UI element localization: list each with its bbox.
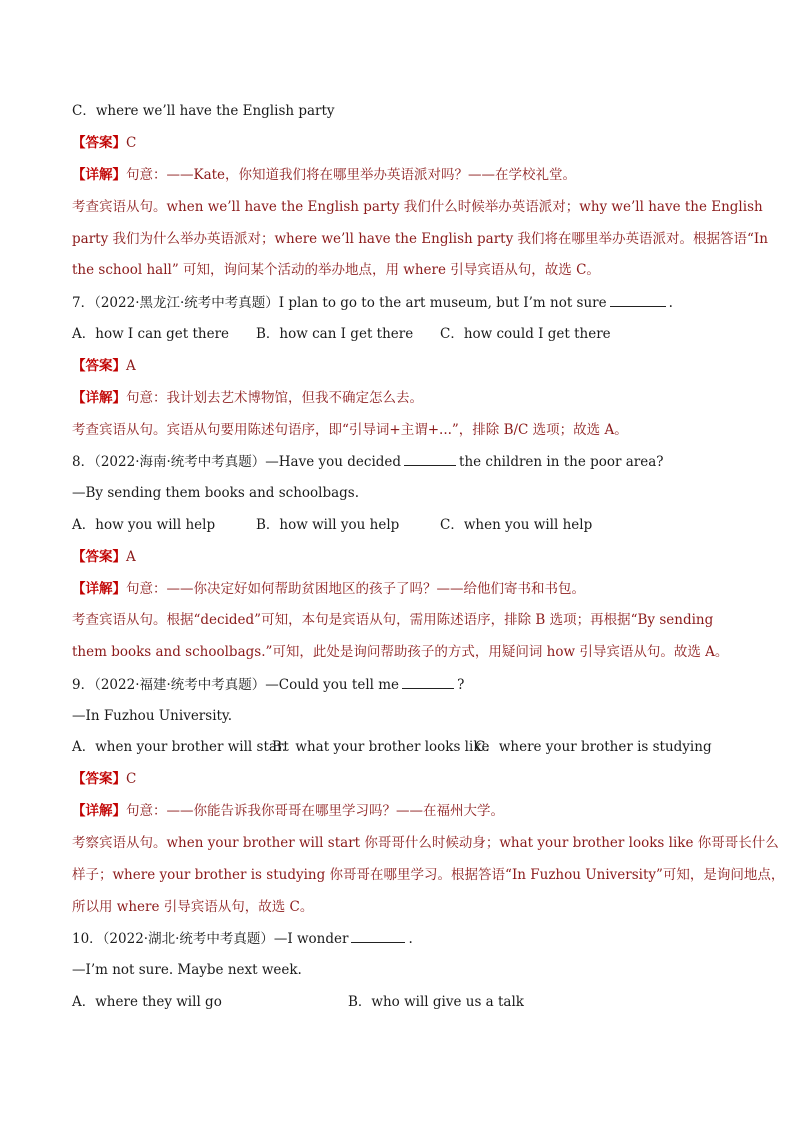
q8-answer-line [72, 548, 136, 566]
q6-detail-4: the school hall” 可知，询问某个活动的举办地点，用 where 引导宾语从句，故选 C。 [72, 262, 600, 278]
q7-detail-1: 句意：我计划去艺术博物馆，但我不确定怎么去。 [126, 390, 423, 406]
q10-option-a: A．where they will go [72, 994, 222, 1010]
q8-option-b: B．how will you help [256, 517, 400, 533]
q9-options [72, 738, 712, 756]
q6-detail-line [72, 166, 576, 184]
q8-reply: —By sending them books and schoolbags. [72, 485, 360, 501]
q9-answer: C [126, 771, 137, 787]
q7-answer-line [72, 357, 136, 375]
q9-option-b: B．what your brother looks like [272, 739, 490, 755]
q8-detail-1: 句意：——你决定好如何帮助贫困地区的孩子了吗？——给他们寄书和书包。 [126, 581, 585, 597]
q9-detail-line [72, 802, 504, 820]
q6-option-c: C．where we’ll have the English party [72, 103, 335, 119]
answer-tag: 【答案】 [72, 358, 126, 374]
q8-blank [404, 452, 456, 466]
q8-answer: A [126, 549, 136, 565]
detail-tag: 【详解】 [72, 390, 126, 406]
q8-options [72, 516, 712, 534]
q6-answer-line [72, 134, 136, 152]
q9-detail-2: 考察宾语从句。when your brother will start 你哥哥什么时候动身；what your brother looks like 你哥哥长什么 [72, 835, 779, 851]
q8-stem [72, 452, 664, 471]
q10-blank [351, 929, 405, 943]
q9-detail-1: 句意：——你能告诉我你哥哥在哪里学习吗？——在福州大学。 [126, 803, 504, 819]
q10-stem [72, 929, 413, 948]
q8-option-c: C．when you will help [440, 517, 593, 533]
q7-detail-2: 考查宾语从句。宾语从句要用陈述句语序，即“引导词+主谓+...”，排除 B/C 选项；故选 A。 [72, 422, 628, 438]
detail-tag: 【详解】 [72, 167, 126, 183]
answer-tag: 【答案】 [72, 771, 126, 787]
q7-option-a: A．how I can get there [72, 326, 230, 342]
q8-detail-2: 考查宾语从句。根据“decided”可知，本句是宾语从句，需用陈述语序，排除 B 选项；再根据“By sending [72, 612, 714, 628]
detail-tag: 【详解】 [72, 803, 126, 819]
q10-options [72, 993, 712, 1011]
q8-detail-line [72, 580, 585, 598]
q7-answer: A [126, 358, 136, 374]
q9-stem-text: 9．（2022·福建·统考中考真题）—Could you tell me [72, 677, 400, 693]
q8-option-a: A．how you will help [72, 517, 216, 533]
q6-detail-2: 考查宾语从句。when we’ll have the English party 我们什么时候举办英语派对；why we’ll have the English [72, 199, 763, 215]
detail-tag: 【详解】 [72, 581, 126, 597]
q7-option-c: C．how could I get there [440, 326, 611, 342]
q9-option-a: A．when your brother will start [72, 739, 289, 755]
answer-tag: 【答案】 [72, 549, 126, 565]
q9-blank [402, 675, 454, 689]
q10-stem-text: 10．（2022·湖北·统考中考真题）—I wonder [72, 931, 349, 947]
q7-stem-text: 7．（2022·黑龙江·统考中考真题）I plan to go to the art museum, but I’m not sure [72, 295, 607, 311]
q9-detail-3: 样子；where your brother is studying 你哥哥在哪里学习。根据答语“In Fuzhou University”可知，是询问地点， [72, 867, 785, 883]
q9-option-c: C．where your brother is studying [475, 739, 712, 755]
q6-detail-3: party 我们为什么举办英语派对；where we’ll have the English party 我们将在哪里举办英语派对。根据答语“In [72, 231, 768, 247]
q6-answer: C [126, 135, 137, 151]
q8-stem-text: 8．（2022·海南·统考中考真题）—Have you decided [72, 454, 402, 470]
q7-blank [610, 293, 666, 307]
q9-stem-end: ? [457, 677, 465, 693]
q7-stem-end: . [668, 295, 673, 311]
q9-answer-line [72, 770, 136, 788]
q10-option-b: B．who will give us a talk [348, 994, 524, 1010]
q7-stem [72, 293, 673, 312]
answer-tag: 【答案】 [72, 135, 126, 151]
q8-stem-end: the children in the poor area? [459, 454, 664, 470]
q8-detail-3: them books and schoolbags.”可知，此处是询问帮助孩子的方式，用疑问词 how 引导宾语从句。故选 A。 [72, 644, 729, 660]
q10-stem-end: . [408, 931, 413, 947]
q6-detail-1: 句意：——Kate，你知道我们将在哪里举办英语派对吗？——在学校礼堂。 [126, 167, 577, 183]
q9-detail-4: 所以用 where 引导宾语从句，故选 C。 [72, 899, 314, 915]
q7-options [72, 325, 712, 343]
q7-option-b: B．how can I get there [256, 326, 414, 342]
q7-detail-line [72, 389, 423, 407]
q9-reply: —In Fuzhou University. [72, 708, 233, 724]
q10-reply: —I’m not sure. Maybe next week. [72, 962, 302, 978]
q9-stem [72, 675, 464, 694]
